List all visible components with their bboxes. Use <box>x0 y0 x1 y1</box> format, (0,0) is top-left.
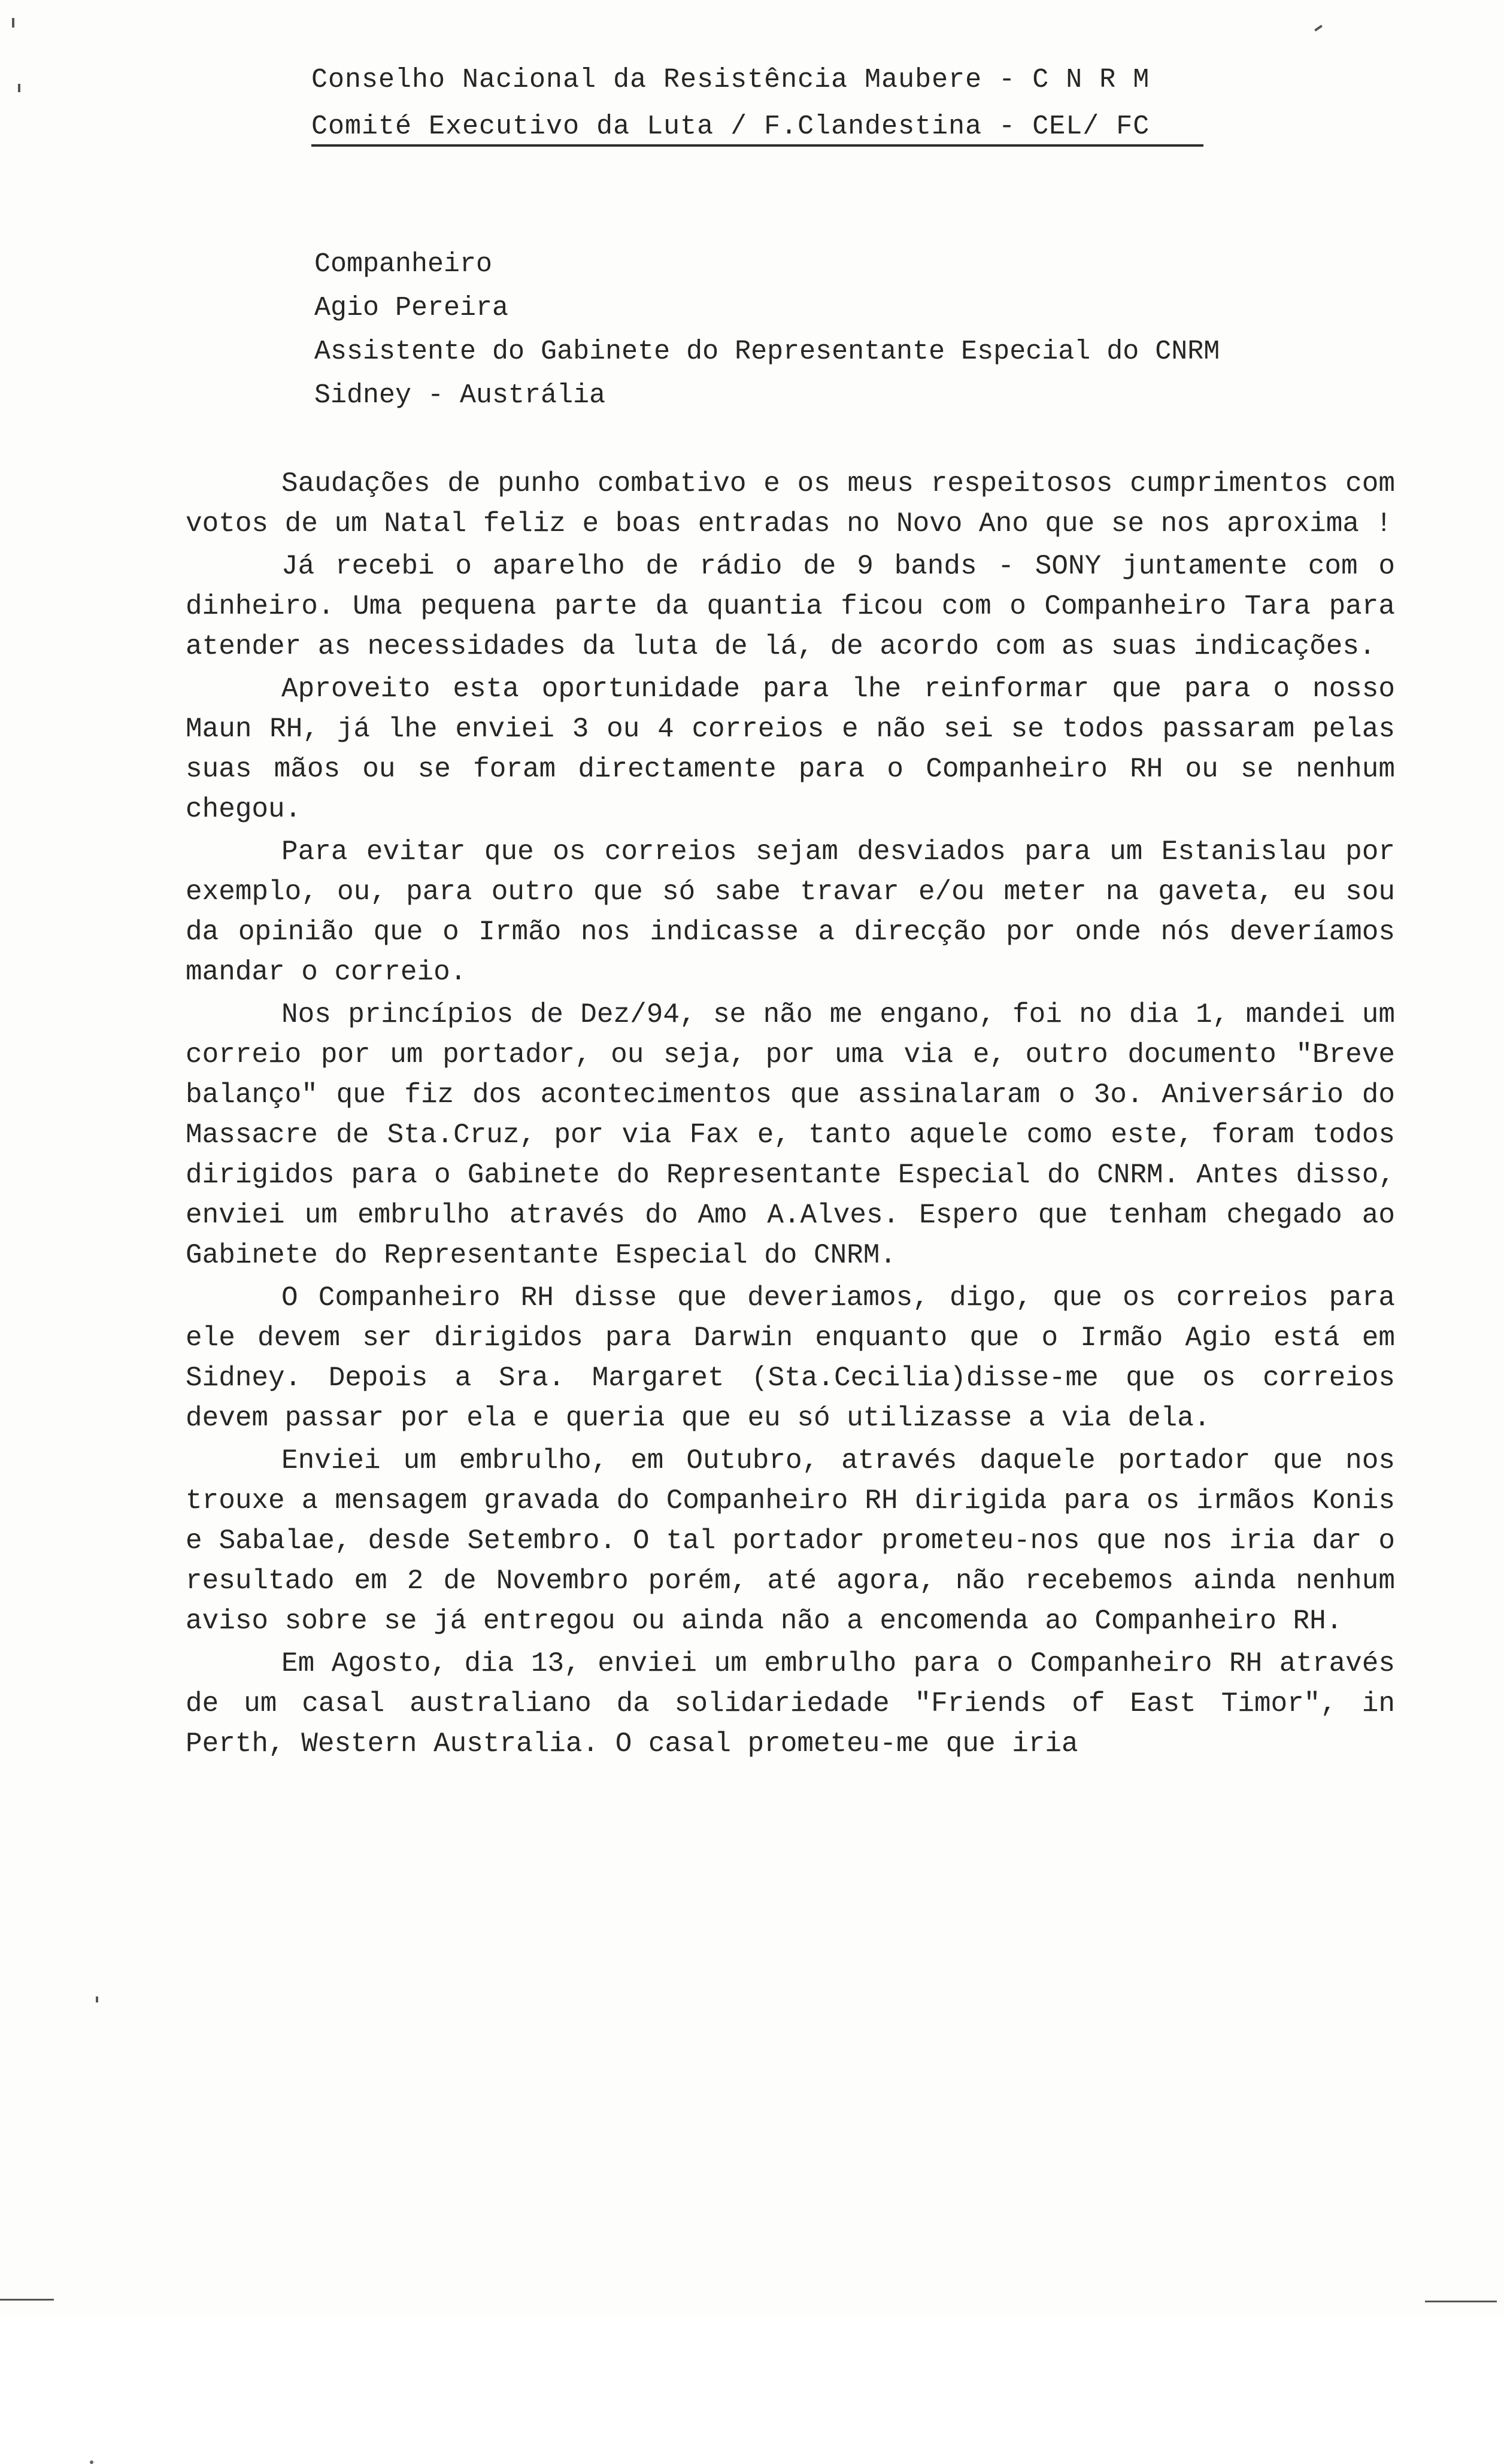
scan-mark-left-lower <box>96 1996 98 2002</box>
letterhead <box>311 57 1209 150</box>
scan-speck <box>90 2460 93 2464</box>
recipient-title: Assistente do Gabinete do Representante Especial do CNRM <box>314 336 1220 367</box>
scan-mark-right-top <box>1314 25 1323 31</box>
paragraph-greeting: Saudações de punho combativo e os meus respeitosos cumprimentos com votos de um Natal feliz e boas entradas no Novo Ano que se nos aproxima ! <box>186 468 1395 539</box>
paragraph-radio-received: Já recebi o aparelho de rádio de 9 bands - SONY juntamente com o dinheiro. Uma pequena parte da quantia ficou com o Companheiro Tara para atender as necessidades da luta de lá, de acordo com as suas indicações. <box>186 551 1395 662</box>
paragraph-december-mail: Nos princípios de Dez/94, se não me engano, foi no dia 1, mandei um correio por um portador, ou seja, por uma via e, outro documento "Breve balanço" que fiz dos acontecimentos que assinalaram o 3o. Aniversário do Massacre de Sta.Cruz, por via Fax e, tanto aquele como este, foram todos dirigidos para o Gabinete do Representante Especial do CNRM. Antes disso, enviei um embrulho através do Amo A.Alves. Espero que tenham chegado ao Gabinete do Representante Especial do CNRM. <box>186 999 1395 1271</box>
scan-mark-bottom-left <box>0 2299 54 2301</box>
letterhead-underline <box>311 144 1203 147</box>
scan-mark-left-top <box>12 18 14 28</box>
paragraph-mail-sent: Aproveito esta oportunidade para lhe reinformar que para o nosso Maun RH, já lhe enviei 3 ou 4 correios e não sei se todos passaram pelas suas mãos ou se foram directamente para o Companheiro RH ou se nenhum chegou. <box>186 673 1395 825</box>
letterhead-organization: Conselho Nacional da Resistência Maubere - C N R M <box>311 65 1150 95</box>
letterhead-committee: Comité Executivo da Luta / F.Clandestina - CEL/ FC <box>311 111 1150 142</box>
paragraph-october-package: Enviei um embrulho, em Outubro, através daquele portador que nos trouxe a mensagem gravada do Companheiro RH dirigida para os irmãos Konis e Sabalae, desde Setembro. O tal portador prometeu-nos que nos iria dar o resultado em 2 de Novembro porém, até agora, não recebemos ainda nenhum aviso sobre se já entregou ou ainda não a encomenda ao Companheiro RH. <box>186 1445 1395 1637</box>
scan-mark-bottom-right <box>1425 2301 1497 2302</box>
recipient-block <box>314 242 1332 417</box>
recipient-salutation: Companheiro <box>314 249 493 280</box>
paragraph-darwin-routing: O Companheiro RH disse que deveriamos, digo, que os correios para ele devem ser dirigidos para Darwin enquanto que o Irmão Agio está em Sidney. Depois a Sra. Margaret (Sta.Cecilia)disse-me que os correios devem passar por ela e queria que eu só utilizasse a via dela. <box>186 1282 1395 1434</box>
paragraph-august-package: Em Agosto, dia 13, enviei um embrulho para o Companheiro RH através de um casal australiano da solidariedade "Friends of East Timor", in Perth, Western Australia. O casal prometeu-me que iria <box>186 1648 1395 1759</box>
recipient-location: Sidney - Austrália <box>314 380 606 411</box>
recipient-name: Agio Pereira <box>314 293 509 323</box>
letter-body <box>186 464 1395 1767</box>
paragraph-mail-direction: Para evitar que os correios sejam desviados para um Estanislau por exemplo, ou, para outro que só sabe travar e/ou meter na gaveta, eu sou da opinião que o Irmão nos indicasse a direcção por onde nós deveríamos mandar o correio. <box>186 836 1395 988</box>
scan-mark-left-mid <box>18 84 20 92</box>
